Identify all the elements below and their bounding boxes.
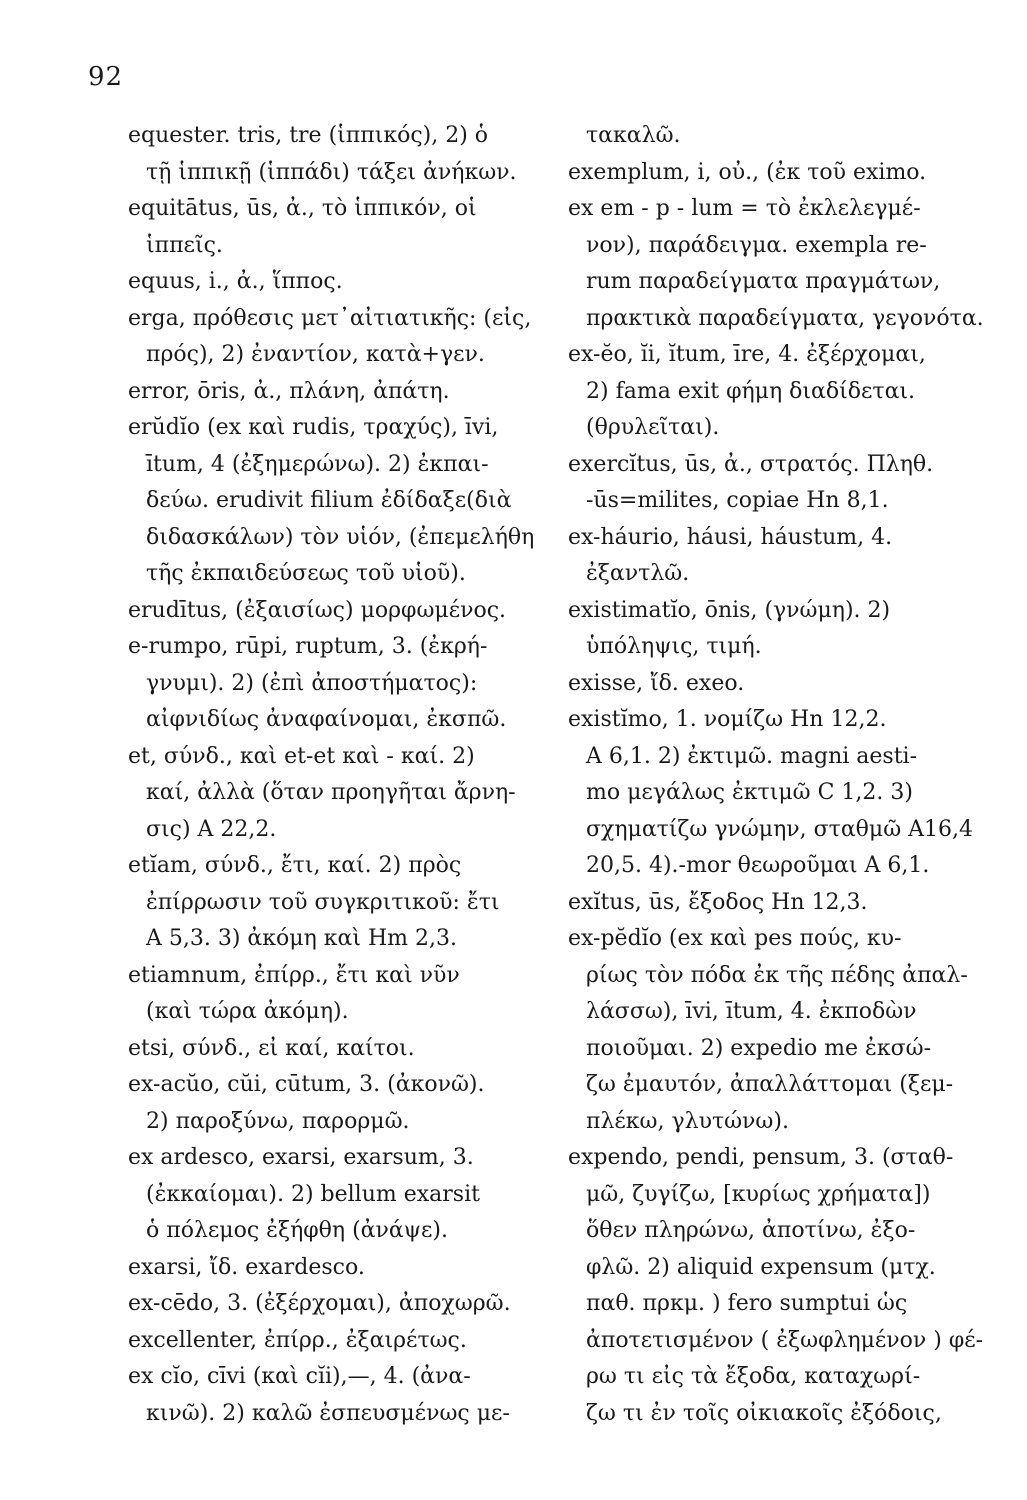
dictionary-line: exĭtus, ūs, ἔξοδος Hn 12,3. <box>568 889 868 915</box>
dictionary-line: ἱππεῖς. <box>146 232 223 258</box>
dictionary-line: erŭdĭo (ex καὶ rudis, τραχύς), īvi, <box>128 415 499 440</box>
dictionary-line: etsi, σύνδ., εἰ καί, καίτοι. <box>128 1035 415 1061</box>
dictionary-line: (θρυλεῖται). <box>586 415 720 440</box>
dictionary-line: ītum, 4 (ἐξημερώνω). 2) ἐκπαι- <box>146 451 489 477</box>
dictionary-line: ex-ĕo, ĭi, ĭtum, īre, 4. ἐξέρχομαι, <box>568 342 926 367</box>
dictionary-line: μῶ, ζυγίζω, [κυρίως χρήματα]) <box>586 1181 931 1207</box>
dictionary-line: τῆς ἐκπαιδεύσεως τοῦ υἱοῦ). <box>146 561 466 586</box>
dictionary-line: ρίως τὸν πόδα ἐκ τῆς πέδης ἀπαλ- <box>586 962 968 988</box>
dictionary-line: ex-acŭo, cŭi, cūtum, 3. (ἀκονῶ). <box>128 1072 485 1097</box>
dictionary-line: δεύω. erudivit filium ἐδίδαξε(διὰ <box>146 488 512 513</box>
dictionary-line: λάσσω), īvi, ītum, 4. ἐκποδὼν <box>586 999 917 1024</box>
dictionary-line: ἐπίρρωσιν τοῦ συγκριτικοῦ: ἔτι <box>146 889 500 915</box>
dictionary-line: ex em - p - lum = τὸ ἐκλελεγμέ- <box>568 196 921 221</box>
dictionary-line: existimatĭo, ōnis, (γνώμη). 2) <box>568 597 891 623</box>
dictionary-line: ὑπόληψις, τιμή. <box>586 634 762 659</box>
dictionary-line: exarsi, ἴδ. exardesco. <box>128 1254 365 1280</box>
dictionary-line: νον), παράδειγμα. exempla re- <box>586 232 927 258</box>
dictionary-line: 2) παροξύνω, παρορμῶ. <box>146 1108 410 1134</box>
dictionary-line: ρω τι εἰς τὰ ἔξοδα, καταχωρί- <box>586 1364 921 1389</box>
dictionary-line: ἀποτετισμένον ( ἐξωφλημένον ) φέ- <box>586 1327 984 1353</box>
page-number: 92 <box>88 62 124 92</box>
dictionary-line: exemplum, i, οὐ., (ἐκ τοῦ eximo. <box>568 159 927 185</box>
dictionary-line: expendo, pendi, pensum, 3. (σταθ- <box>568 1145 954 1170</box>
dictionary-line: τῇ ἱππικῇ (ἱππάδι) τάξει ἀνήκων. <box>146 159 517 185</box>
dictionary-line: rum παραδείγματα πραγμάτων, <box>586 269 941 294</box>
dictionary-line: 2) fama exit φήμη διαδίδεται. <box>586 378 916 404</box>
dictionary-line: etiamnum, ἐπίρρ., ἔτι καὶ νῦν <box>128 962 460 988</box>
dictionary-line: ζω ἐμαυτόν, ἀπαλλάττομαι (ξεμ- <box>586 1072 954 1097</box>
dictionary-line: ζω τι ἐν τοῖς οἰκιακοῖς ἐξόδοις, <box>586 1400 942 1426</box>
dictionary-line: equus, i., ἀ., ἵππος. <box>128 269 343 294</box>
dictionary-line: τακαλῶ. <box>586 123 681 148</box>
dictionary-line: ex ardesco, exarsi, exarsum, 3. <box>128 1145 474 1170</box>
dictionary-line: e-rumpo, rūpi, ruptum, 3. (ἐκρή- <box>128 634 488 659</box>
dictionary-line: (ἐκκαίομαι). 2) bellum exarsit <box>146 1181 480 1207</box>
dictionary-line: σχηματίζω γνώμην, σταθμῶ A16,4 <box>586 816 974 842</box>
dictionary-line: αἰφνιδίως ἀναφαίνομαι, ἐκσπῶ. <box>146 707 507 732</box>
dictionary-line: -ūs=milites, copiae Hn 8,1. <box>586 488 889 513</box>
dictionary-line: et, σύνδ., καὶ et-et καὶ - καί. 2) <box>128 743 475 769</box>
dictionary-line: excellenter, ἐπίρρ., ἐξαιρέτως. <box>128 1327 467 1353</box>
dictionary-line: ἐξαντλῶ. <box>586 561 690 586</box>
dictionary-line: etĭam, σύνδ., ἔτι, καί. 2) πρὸς <box>128 853 462 878</box>
dictionary-line: κινῶ). 2) καλῶ ἐσπευσμένως με- <box>146 1400 510 1426</box>
dictionary-line: equester. tris, tre (ἱππικός), 2) ὁ <box>128 123 489 148</box>
dictionary-line: ὅθεν πληρώνω, ἀποτίνω, ἐξο- <box>586 1218 916 1243</box>
dictionary-line: exercĭtus, ūs, ἀ., στρατός. Πληθ. <box>568 451 934 477</box>
dictionary-line: (καὶ τώρα ἀκόμη). <box>146 999 349 1024</box>
dictionary-line: διδασκάλων) τὸν υἱόν, (ἐπεμελήθη <box>146 524 535 550</box>
dictionary-line: 20,5. 4).-mor θεωροῦμαι A 6,1. <box>586 853 930 878</box>
dictionary-line: ὁ πόλεμος ἐξήφθη (ἀνάψε). <box>146 1218 448 1243</box>
dictionary-line: mo μεγάλως ἐκτιμῶ C 1,2. 3) <box>586 780 913 805</box>
dictionary-line: existĭmo, 1. νομίζω Hn 12,2. <box>568 707 887 732</box>
dictionary-line: σις) A 22,2. <box>146 816 277 842</box>
dictionary-line: exisse, ἴδ. exeo. <box>568 670 745 696</box>
dictionary-line: equitātus, ūs, ἀ., τὸ ἱππικόν, οἱ <box>128 196 477 221</box>
dictionary-line: erudītus, (ἐξαισίως) μορφωμένος. <box>128 597 507 623</box>
dictionary-line: A 5,3. 3) ἀκόμη καὶ Hm 2,3. <box>146 926 457 951</box>
dictionary-line: φλῶ. 2) aliquid expensum (μτχ. <box>586 1254 936 1280</box>
right-column <box>568 118 1023 1432</box>
dictionary-line: καί, ἀλλὰ (ὅταν προηγῆται ἄρνη- <box>146 780 516 805</box>
dictionary-line: πρακτικὰ παραδείγματα, γεγονότα. <box>586 305 984 331</box>
dictionary-line: πρός), 2) ἐναντίον, κατὰ+γεν. <box>146 342 485 367</box>
dictionary-line: ex cĭo, cīvi (καὶ cĭi),—, 4. (ἀνα- <box>128 1364 471 1389</box>
dictionary-line: ex-cēdo, 3. (ἐξέρχομαι), ἀποχωρῶ. <box>128 1291 511 1316</box>
dictionary-line: A 6,1. 2) ἐκτιμῶ. magni aesti- <box>586 743 917 769</box>
dictionary-line: erga, πρόθεσις μετ᾽αἰτιατικῆς: (εἰς, <box>128 305 532 331</box>
dictionary-line: γνυμι). 2) (ἐπὶ ἀποστήματος): <box>146 670 478 696</box>
dictionary-line: error, ōris, ἀ., πλάνη, ἀπάτη. <box>128 378 450 404</box>
dictionary-line: ποιοῦμαι. 2) expedio me ἐκσώ- <box>586 1035 931 1061</box>
left-column <box>128 118 560 1432</box>
dictionary-line: ex-háurio, háusi, háustum, 4. <box>568 524 893 550</box>
dictionary-line: ex-pĕdĭo (ex καὶ pes πούς, κυ- <box>568 926 902 951</box>
dictionary-line: πλέκω, γλυτώνω). <box>586 1108 789 1134</box>
dictionary-line: παθ. πρκμ. ) fero sumptui ὡς <box>586 1291 908 1316</box>
